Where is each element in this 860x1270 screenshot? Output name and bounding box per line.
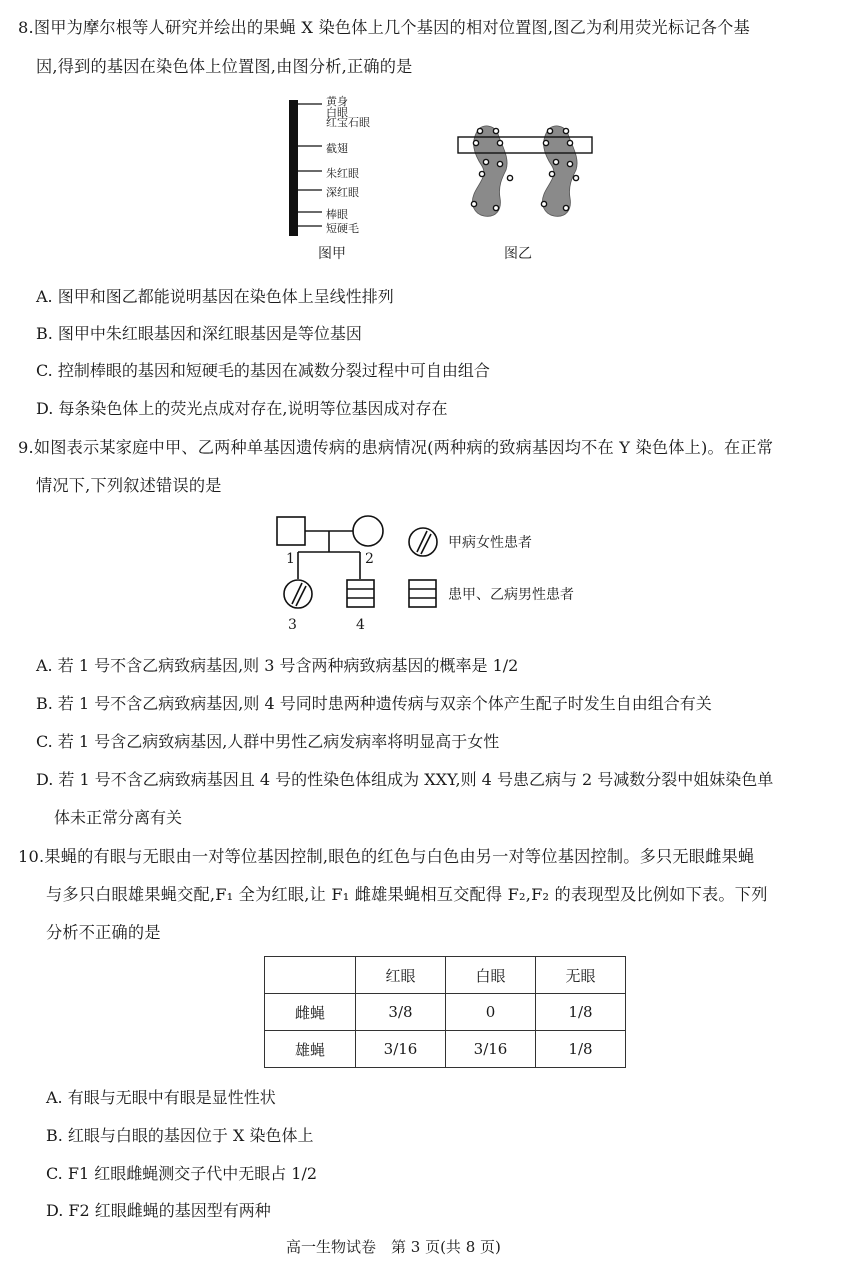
q8-option-c: C. 控制棒眼的基因和短硬毛的基因在减数分裂过程中可自由组合 <box>36 361 490 380</box>
table-cell: 雌蝇 <box>265 994 356 1031</box>
gene-label: 截翅 <box>326 142 348 155</box>
table-cell: 雄蝇 <box>265 1031 356 1068</box>
q9-option-b: B. 若 1 号不含乙病致病基因,则 4 号同时患两种遗传病与双亲个体产生配子时发生自由组合有关 <box>36 694 712 713</box>
q9-stem-line2: 情况下,下列叙述错误的是 <box>36 476 222 495</box>
q9-option-d: D. 若 1 号不含乙病致病基因且 4 号的性染色体组成为 XXY,则 4 号患乙病与 2 号减数分裂中姐妹染色单 <box>36 770 774 789</box>
gene-label: 深红眼 <box>326 186 359 199</box>
table-cell: 3/16 <box>356 1031 446 1068</box>
table-row <box>265 994 626 1031</box>
table-header-cell <box>265 957 356 994</box>
gene-label: 黄身 <box>326 95 348 108</box>
q10-option-d: D. F2 红眼雌蝇的基因型有两种 <box>46 1201 271 1220</box>
q9-option-c: C. 若 1 号含乙病致病基因,人群中男性乙病发病率将明显高于女性 <box>36 732 500 751</box>
page-footer: 高一生物试卷 第 3 页(共 8 页) <box>286 1238 501 1256</box>
table-cell: 3/8 <box>356 994 446 1031</box>
q9-option-d-cont: 体未正常分离有关 <box>54 808 183 827</box>
legend-male-patient: 患甲、乙病男性患者 <box>448 587 574 603</box>
gene-label: 白眼 <box>326 106 348 119</box>
pedigree-number: 4 <box>356 617 365 633</box>
pedigree-number: 3 <box>288 617 297 633</box>
legend-female-patient: 甲病女性患者 <box>448 535 532 551</box>
gene-label: 朱红眼 <box>326 167 359 180</box>
q10-option-a: A. 有眼与无眼中有眼是显性性状 <box>46 1088 276 1107</box>
q10-option-c: C. F1 红眼雌蝇测交子代中无眼占 1/2 <box>46 1164 318 1183</box>
table-cell: 3/16 <box>446 1031 536 1068</box>
table-cell: 1/8 <box>536 994 626 1031</box>
table-cell: 1/8 <box>536 1031 626 1068</box>
pedigree-number: 1 <box>286 551 295 567</box>
figure-b-caption: 图乙 <box>504 246 532 262</box>
q8-option-b: B. 图甲中朱红眼基因和深红眼基因是等位基因 <box>36 324 362 343</box>
figure-a-caption: 图甲 <box>318 246 346 262</box>
q8-stem-line2: 因,得到的基因在染色体上位置图,由图分析,正确的是 <box>36 57 413 76</box>
q8-option-a: A. 图甲和图乙都能说明基因在染色体上呈线性排列 <box>36 287 394 306</box>
gene-label: 红宝石眼 <box>326 116 370 129</box>
q10-option-b: B. 红眼与白眼的基因位于 X 染色体上 <box>46 1126 314 1145</box>
gene-label: 短硬毛 <box>326 222 359 235</box>
q9-stem-line1: 9.如图表示某家庭中甲、乙两种单基因遗传病的患病情况(两种病的致病基因均不在 Y 染色体上)。在正常 <box>18 438 774 457</box>
q8-option-d: D. 每条染色体上的荧光点成对存在,说明等位基因成对存在 <box>36 399 448 418</box>
q10-stem-line1: 10.果蝇的有眼与无眼由一对等位基因控制,眼色的红色与白色由另一对等位基因控制。多只无眼雌果蝇 <box>18 847 755 866</box>
q8-stem-line1: 8.图甲为摩尔根等人研究并绘出的果蝇 X 染色体上几个基因的相对位置图,图乙为利用荧光标记各个基 <box>18 18 750 37</box>
q10-stem-line3: 分析不正确的是 <box>46 923 161 942</box>
table-header-cell: 无眼 <box>536 957 626 994</box>
fluorescent-chromosome-icon <box>452 122 602 222</box>
table-cell: 0 <box>446 994 536 1031</box>
table-header-cell: 白眼 <box>446 957 536 994</box>
q10-stem-line2: 与多只白眼雄果蝇交配,F₁ 全为红眼,让 F₁ 雌雄果蝇相互交配得 F₂,F₂ 的表现型及比例如下表。下列 <box>46 885 768 904</box>
phenotype-table <box>264 956 626 1068</box>
q9-option-a: A. 若 1 号不含乙病致病基因,则 3 号含两种病致病基因的概率是 1/2 <box>36 656 519 675</box>
gene-label: 棒眼 <box>326 208 348 221</box>
table-row <box>265 1031 626 1068</box>
table-header-cell: 红眼 <box>356 957 446 994</box>
table-header-row <box>265 957 626 994</box>
pedigree-number: 2 <box>365 551 374 567</box>
